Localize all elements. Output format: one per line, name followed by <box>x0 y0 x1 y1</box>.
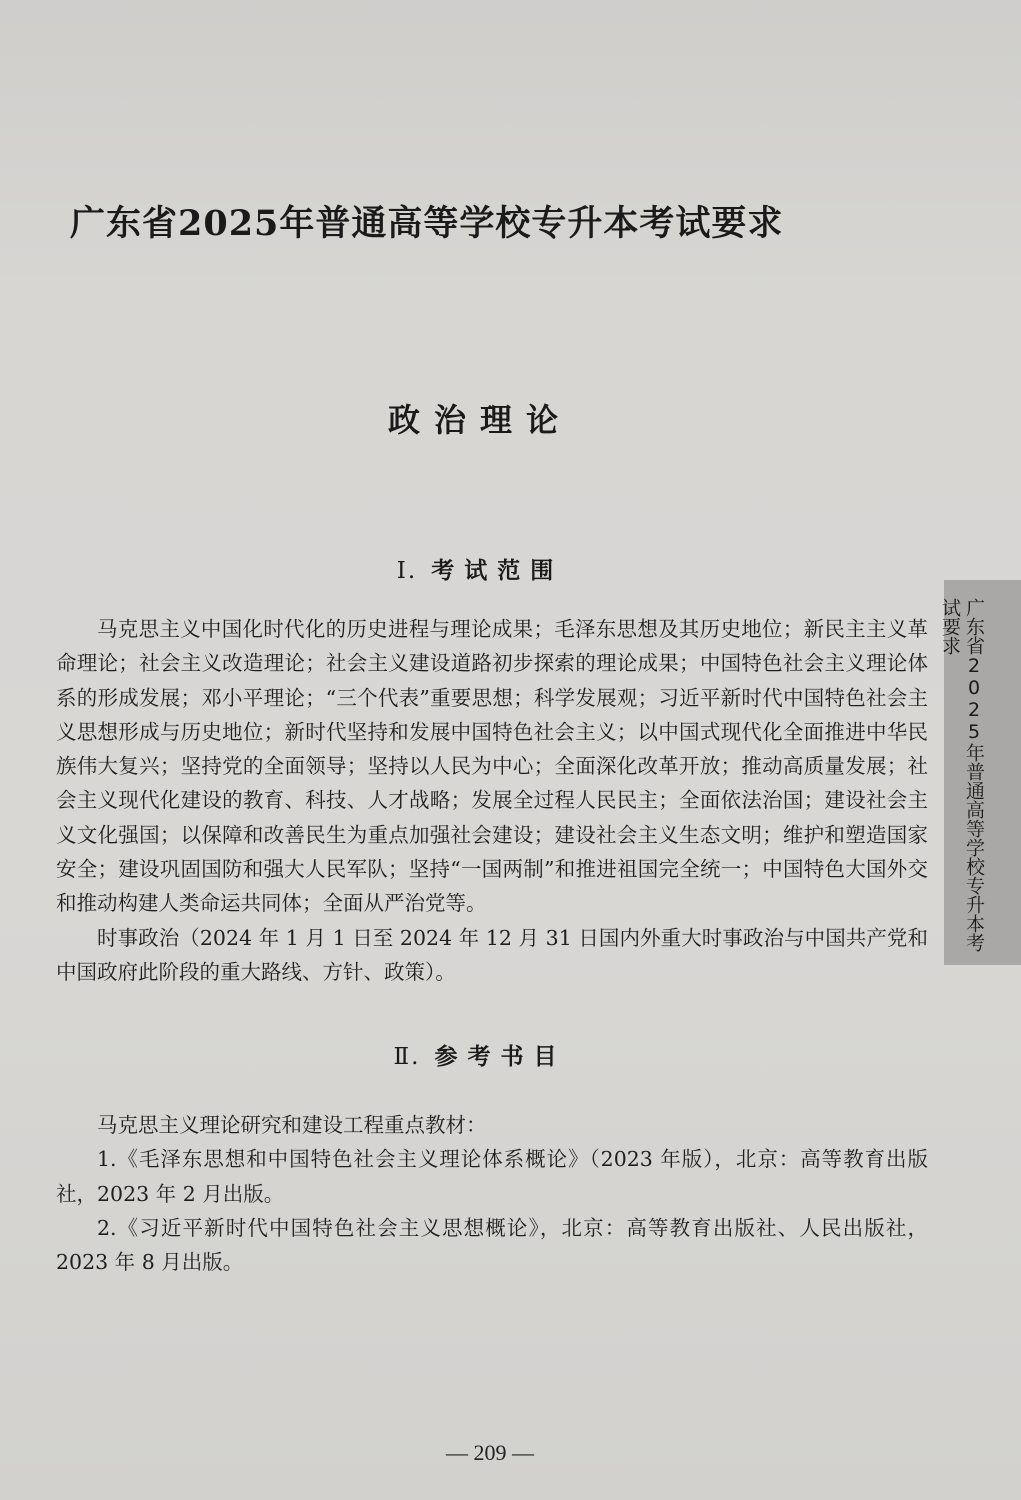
reference-item: 1.《毛泽东思想和中国特色社会主义理论体系概论》（2023 年版），北京：高等教育出版社，2023 年 2 月出版。 <box>56 1147 928 1206</box>
page-number: — 209 — <box>446 1440 534 1465</box>
reference-item: 2.《习近平新时代中国特色社会主义思想概论》，北京：高等教育出版社、人民出版社，2023 年 8 月出版。 <box>56 1215 928 1275</box>
section-heading-exam-scope <box>0 552 960 585</box>
side-tab-label: 广东省2025年普通高等学校专升本考试要求 <box>939 598 985 952</box>
section-heading-references <box>0 1038 960 1071</box>
side-thumb-tab <box>939 580 1021 965</box>
section-number: Ⅱ. <box>393 1044 421 1070</box>
section-title: 参考书目 <box>434 1043 567 1070</box>
paragraph: 马克思主义理论研究和建设工程重点教材： <box>97 1113 487 1137</box>
paragraph: 时事政治（2024 年 1 月 1 日至 2024 年 12 月 31 日国内外重大时事政治与中国共产党和中国政府此阶段的重大路线、方针、政策）。 <box>56 925 928 984</box>
paragraph: 马克思主义中国化时代化的历史进程与理论成果；毛泽东思想及其历史地位；新民主主义革命理论；社会主义改造理论；社会主义建设道路初步探索的理论成果；中国特色社会主义理论体系的形成发展；邓小平理论；“三个代表”重要思想；科学发展观；习近平新时代中国特色社会主义思想形成与历史地位；新时代坚持和发展中国特色社会主义；以中国式现代化全面推进中华民族伟大复兴；坚持党的全面领导；坚持以人民为中心；全面深化改革开放；推动高质量发展；社会主义现代化建设的教育、科技、人才战略；发展全过程人民民主；全面依法治国；建设社会主义文化强国；以保障和改善民生为重点加强社会建设；建设社会主义生态文明；维护和塑造国家安全；建设巩固国防和强大人民军队；坚持“一国两制”和推进祖国完全统一；中国特色大国外交和推动构建人类命运共同体；全面从严治党等。 <box>56 617 928 916</box>
references-body <box>56 1108 928 1279</box>
section-number: Ⅰ. <box>396 558 418 584</box>
section-title: 考试范围 <box>431 557 564 584</box>
document-title: 广东省2025年普通高等学校专升本考试要求 <box>70 203 784 244</box>
exam-scope-body <box>56 612 928 989</box>
subject-title: 政治理论 <box>387 401 572 439</box>
